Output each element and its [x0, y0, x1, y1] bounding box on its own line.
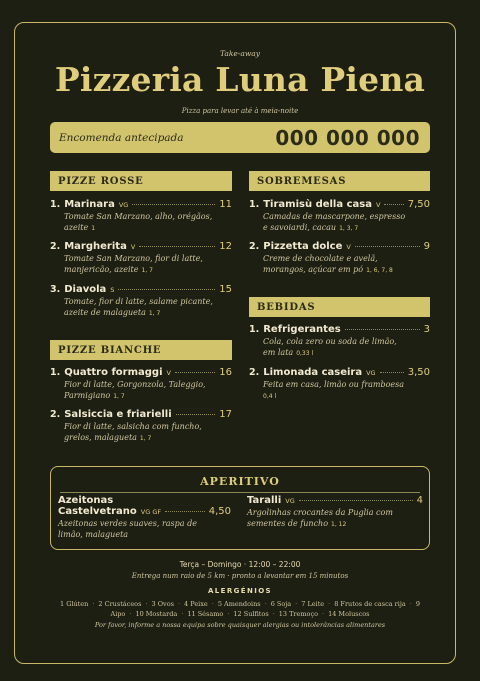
item-name: Limonada caseira [263, 367, 363, 378]
allergen-item: 6 Soja [270, 600, 292, 608]
item-price: 4,50 [208, 506, 231, 517]
menu-item [58, 495, 231, 540]
separator: · [328, 600, 331, 608]
allergen-item: 10 Mostarda [135, 610, 178, 618]
item-tag: V [130, 243, 136, 251]
leader-dots [355, 246, 420, 247]
allergen-item: 8 Frutos de casca rija [334, 600, 406, 608]
allergen-item: 5 Amendoins [217, 600, 261, 608]
leader-dots [384, 204, 403, 205]
item-name: Refrigerantes [263, 324, 341, 335]
item-price: 15 [219, 284, 232, 295]
item-price: 12 [219, 241, 232, 252]
item-number: 2. [249, 241, 260, 252]
item-desc: Camadas de mascarpone, espresso [263, 212, 406, 221]
item-number: 2. [50, 409, 61, 420]
subtitle: Pizza para levar até à meia-noite [181, 107, 299, 115]
separator: · [227, 610, 230, 618]
item-price: 3 [423, 324, 430, 335]
separator: · [177, 600, 181, 608]
separator: · [181, 610, 184, 618]
section-sobremesas: SOBREMESAS [249, 171, 430, 191]
order-label: Encomenda antecipada [59, 131, 184, 144]
item-desc: Azeitonas verdes suaves, raspa de [58, 519, 197, 528]
item-allergens: 1, 7 [113, 393, 125, 400]
menu-item [50, 409, 232, 444]
aperitivo-box [50, 466, 430, 550]
item-price: 16 [219, 367, 232, 378]
menu-item [50, 367, 232, 402]
item-desc: e savoiardi, cacau [263, 223, 337, 232]
menu-item [50, 284, 232, 319]
item-allergens: 0,33 l [296, 350, 314, 357]
item-allergens: 1 [91, 225, 96, 232]
separator: · [409, 600, 412, 608]
item-price: 17 [219, 409, 232, 420]
item-desc: grelos, malagueta [64, 433, 137, 442]
item-name: Pizzetta dolce [263, 241, 343, 252]
item-allergens: 1, 6, 7, 8 [366, 267, 393, 274]
kicker: Take-away [219, 49, 260, 58]
leader-dots [132, 204, 215, 205]
allergen-item: 1 Glúten [60, 600, 89, 608]
item-tag: VG [366, 369, 376, 377]
page-title: Pizzeria Luna Piena [54, 60, 426, 99]
leader-dots [118, 289, 215, 290]
divider [60, 492, 420, 493]
item-desc: em lata [263, 348, 294, 357]
item-tag: VG [118, 201, 129, 209]
separator: · [211, 600, 214, 608]
item-tag: VG GF [140, 508, 162, 516]
item-price: 9 [423, 241, 430, 252]
item-name: Quattro formaggi [64, 367, 163, 378]
section-pizze-bianche: PIZZE BIANCHE [50, 340, 232, 360]
item-price: 7,50 [407, 199, 430, 210]
menu-item [247, 495, 423, 530]
item-name: Marinara [64, 199, 115, 210]
item-price: 11 [219, 199, 232, 210]
item-desc: Parmigiano [64, 391, 111, 400]
item-allergens: 1, 3, 7 [339, 225, 359, 232]
separator: · [145, 600, 148, 608]
separator: · [92, 600, 95, 608]
item-desc: Tomate San Marzano, alho, orégãos, [64, 212, 213, 221]
allergen-item: 11 Sésamo [187, 610, 224, 618]
item-number: 1. [249, 199, 260, 210]
menu-item [249, 324, 430, 359]
allergen-item: 9 Aipo [110, 600, 420, 618]
item-tag: V [346, 243, 351, 251]
leader-dots [139, 246, 215, 247]
item-name: Salsiccia e friarielli [64, 409, 172, 420]
opening-hours: Terça – Domingo · 12:00 – 22:00 [179, 560, 301, 569]
leader-dots [380, 372, 404, 373]
item-desc: Argolinhas crocantes da Puglia com [247, 508, 393, 517]
order-banner [50, 122, 430, 153]
menu-item [50, 241, 232, 276]
item-name: Castelvetrano [58, 506, 137, 517]
item-number: 1. [50, 367, 61, 378]
leader-dots [176, 414, 216, 415]
leader-dots [165, 511, 205, 512]
leader-dots [345, 329, 420, 330]
item-tag: V [166, 369, 171, 377]
item-tag: V [375, 201, 381, 209]
allergen-item: 7 Leite [301, 600, 325, 608]
item-desc: Fior di latte, salsicha com funcho, [64, 422, 202, 431]
aperitivo-title: APERITIVO [200, 475, 280, 488]
item-desc: limão, malagueta [58, 530, 129, 539]
item-number: 2. [249, 367, 260, 378]
item-desc: Tomate, fior di latte, salame picante, [64, 297, 213, 306]
item-tag: VG [285, 497, 295, 505]
item-name: Azeitonas [58, 495, 114, 506]
item-name: Margherita [64, 241, 127, 252]
allergen-item: 14 Moluscos [328, 610, 370, 618]
item-desc: azeite [64, 223, 89, 232]
allergen-item: 3 Ovos [151, 600, 174, 608]
item-number: 1. [249, 324, 260, 335]
item-desc: Cola, cola zero ou soda de limão, [263, 337, 397, 346]
allergen-item: 12 Sulfitos [233, 610, 269, 618]
allergens-note: Por favor, informe a nossa equipa sobre quaisquer alergias ou intolerâncias alimentares [94, 621, 386, 629]
separator: · [295, 600, 298, 608]
item-allergens: 1, 7 [148, 310, 161, 317]
separator: · [322, 610, 325, 618]
allergen-item: 2 Crustáceos [98, 600, 142, 608]
leader-dots [175, 372, 215, 373]
separator: · [264, 600, 267, 608]
item-name: Taralli [247, 495, 282, 506]
section-bebidas: BEBIDAS [249, 297, 430, 317]
order-phone[interactable]: 000 000 000 [275, 125, 420, 150]
item-desc: sementes de funcho [247, 519, 329, 528]
allergen-item: 4 Peixe [184, 600, 208, 608]
item-price: 3,50 [407, 367, 430, 378]
item-tag: S [110, 286, 115, 294]
menu-item [249, 367, 430, 402]
item-price: 4 [416, 495, 423, 506]
separator: · [129, 610, 132, 618]
allergens-title: ALERGÉNIOS [207, 587, 273, 595]
item-allergens: 1, 7 [141, 267, 153, 274]
item-allergens: 0,4 l [263, 393, 277, 400]
item-desc: Fior di latte, Gorgonzola, Taleggio, [64, 380, 206, 389]
allergens-list [55, 599, 425, 619]
item-desc: morangos, açúcar em pó [263, 265, 364, 274]
allergen-item: 13 Tremoço [278, 610, 319, 618]
item-number: 2. [50, 241, 61, 252]
item-number: 1. [50, 199, 61, 210]
item-number: 3. [50, 284, 61, 295]
item-desc: manjericão, azeite [64, 265, 139, 274]
section-pizze-rosse: PIZZE ROSSE [50, 171, 232, 191]
menu-item [50, 199, 232, 234]
item-desc: azeite de malagueta [64, 308, 146, 317]
leader-dots [299, 500, 413, 501]
item-allergens: 1, 7 [139, 435, 152, 442]
menu-item [249, 199, 430, 234]
item-desc: Creme de chocolate e avelã, [263, 254, 378, 263]
menu-item [249, 241, 430, 276]
item-name: Tiramisù della casa [263, 199, 372, 210]
item-desc: Feita em casa, limão ou framboesa [263, 380, 405, 389]
item-name: Diavola [64, 284, 107, 295]
item-allergens: 1, 12 [331, 521, 347, 528]
item-desc: Tomate San Marzano, fior di latte, [64, 254, 203, 263]
delivery-info: Entrega num raio de 5 km · pronto a levantar em 15 minutos [131, 572, 349, 580]
separator: · [272, 610, 275, 618]
